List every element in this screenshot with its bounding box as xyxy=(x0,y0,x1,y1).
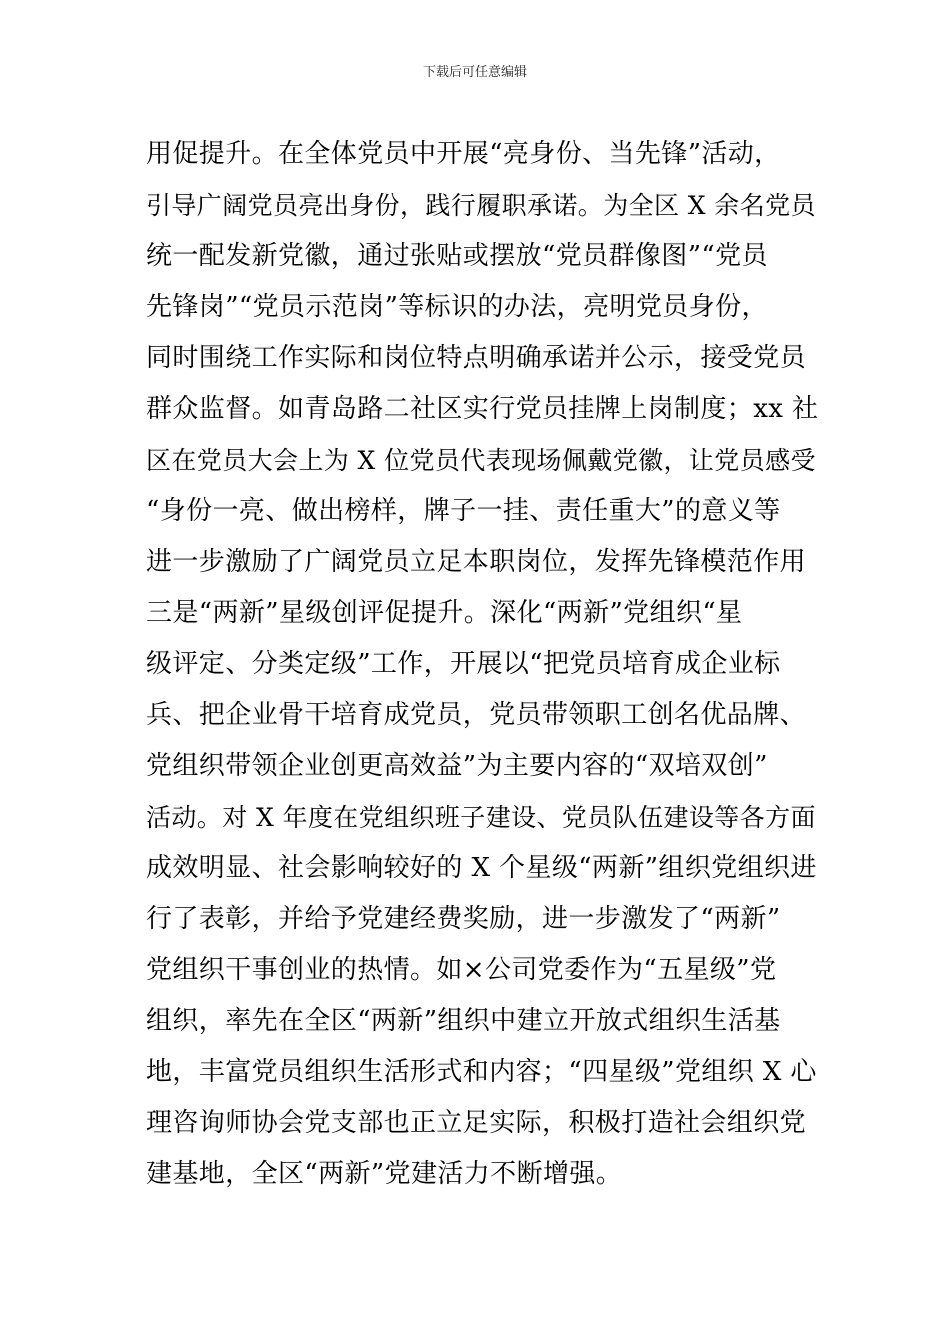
text-line: 用促提升。在全体党员中开展“亮身份、当先锋”活动， xyxy=(146,139,781,169)
page-header-note: 下载后可任意编辑 xyxy=(422,65,527,80)
text-line: 群众监督。如青岛路二社区实行党员挂牌上岗制度；xx 社 xyxy=(146,394,819,424)
text-line: 统一配发新党徽，通过张贴或摆放“党员群像图”“党员 xyxy=(146,241,768,271)
text-line: 建基地，全区“两新”党建活力不断增强。 xyxy=(146,1159,623,1189)
body-paragraph xyxy=(146,129,818,1200)
text-line: “身份一亮、做出榜样，牌子一挂、责任重大”的意义等 xyxy=(146,496,781,526)
text-line: 区在党员大会上为 X 位党员代表现场佩戴党徽，让党员感受 xyxy=(146,446,816,475)
text-line: 活动。对 X 年度在党组织班子建设、党员队伍建设等各方面 xyxy=(146,803,816,832)
text-line: 进一步激励了广阔党员立足本职岗位，发挥先锋模范作用 xyxy=(146,547,807,577)
text-line: 兵、把企业骨干培育成党员，党员带领职工创名优品牌、 xyxy=(146,700,807,730)
text-line: 地，丰富党员组织生活形式和内容；“四星级”党组织 X 心 xyxy=(146,1057,817,1087)
text-line: 党组织带领企业创更高效益”为主要内容的“双培双创” xyxy=(146,751,768,781)
text-line: 引导广阔党员亮出身份，践行履职承诺。为全区 X 余名党员 xyxy=(146,191,816,220)
text-line: 理咨询师协会党支部也正立足实际，积极打造社会组织党 xyxy=(146,1108,807,1138)
text-line: 行了表彰，并给予党建经费奖励，进一步激发了“两新” xyxy=(146,904,781,934)
text-line: 级评定、分类定级”工作，开展以“把党员培育成企业标 xyxy=(146,649,781,679)
text-line: 党组织干事创业的热情。如×公司党委作为“五星级”党 xyxy=(146,955,777,985)
text-line: 三是“两新”星级创评促提升。深化“两新”党组织“星 xyxy=(146,598,743,628)
text-line: 成效明显、社会影响较好的 X 个星级“两新”组织党组织进 xyxy=(146,853,817,883)
text-line: 先锋岗”“党员示范岗”等标识的办法，亮明党员身份， xyxy=(146,292,768,322)
text-line: 同时围绕工作实际和岗位特点明确承诺并公示，接受党员 xyxy=(146,343,807,373)
text-line: 组织，率先在全区“两新”组织中建立开放式组织生活基 xyxy=(146,1006,781,1036)
